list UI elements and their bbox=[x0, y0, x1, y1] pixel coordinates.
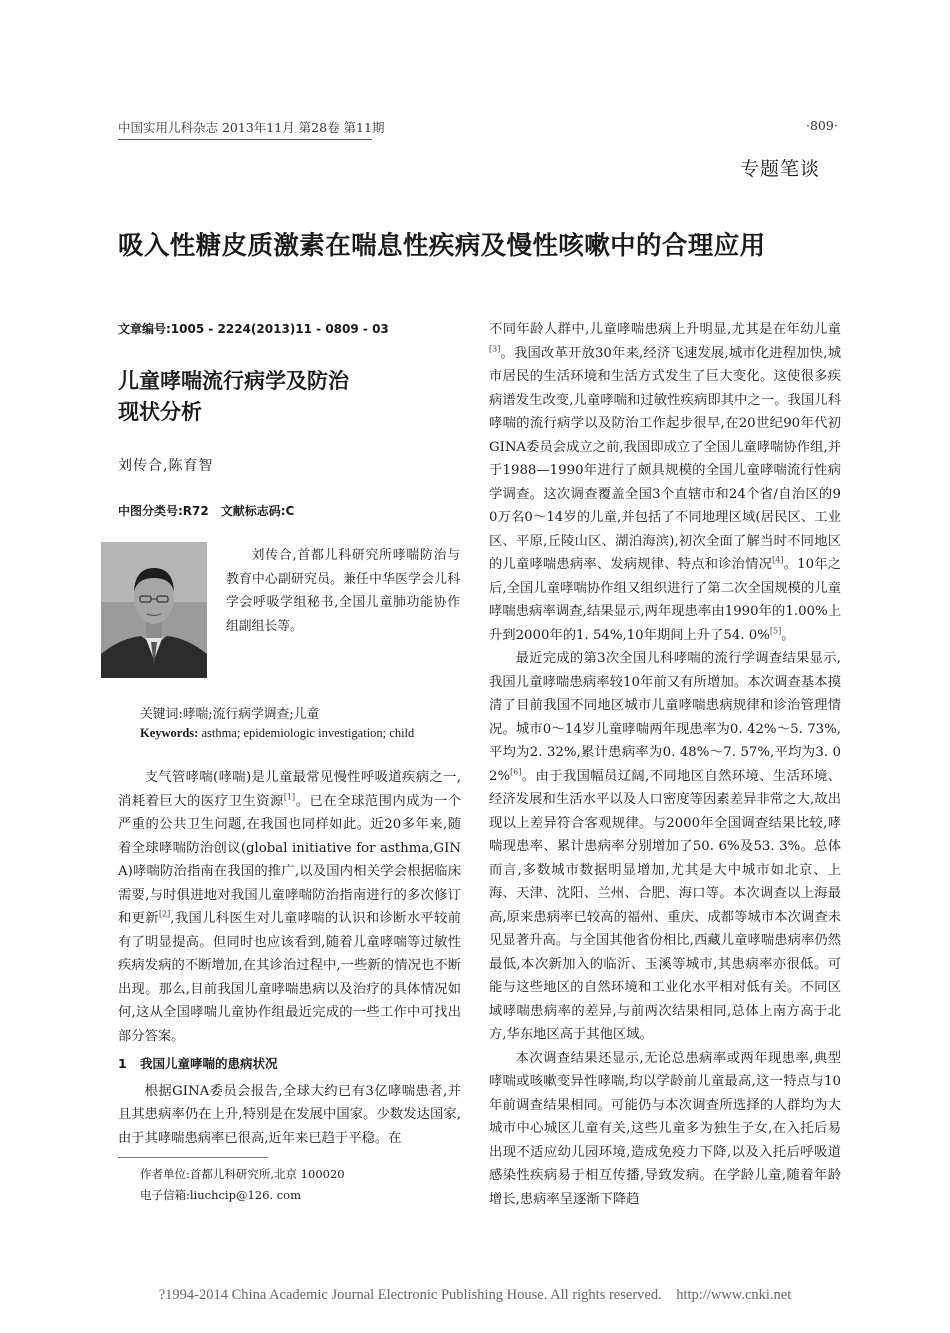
footnote-affiliation: 作者单位:首都儿科研究所,北京 100020 bbox=[140, 1167, 345, 1181]
citation-1[interactable]: [1] bbox=[283, 792, 296, 802]
right-text-3: 。10年之后,全国儿童哮喘协作组又组织进行了第二次全国规模的儿童哮喘患病率调查,结果显示,两年现患率由1990年的1.00%上升到2000年的1. 54%,10年期间上升了54. 0% bbox=[489, 557, 842, 643]
right-paragraph-3: 本次调查结果还显示,无论总患病率或两年现患率,典型哮喘或咳嗽变异性哮喘,均以学龄前儿童最高,这一特点与10年前调查结果相同。可能仍与本次调查所选择的人群均为大城市中心城区儿童有关,这些儿童多为独生子女,在入托后易出现不适应幼儿园环境,造成免疫力下降,以及入托后呼吸道感染性疾病易于相互传播,导致发病。在学龄儿童,随着年龄增长,患病率呈逐渐下降趋 bbox=[489, 1050, 841, 1207]
intro-paragraph bbox=[118, 766, 461, 1048]
section-heading bbox=[118, 1052, 461, 1076]
author-photo bbox=[101, 542, 207, 678]
author-bio: 刘传合,首都儿科研究所哮喘防治与教育中心副研究员。兼任中华医学会儿科学会呼吸学组秘书,全国儿童肺功能协作组副组长等。 bbox=[226, 548, 460, 634]
citation-5[interactable]: [5] bbox=[769, 626, 782, 636]
left-column-body bbox=[118, 766, 461, 1150]
authors: 刘传合,陈育智 bbox=[118, 458, 214, 474]
column-label: 专题笔谈 bbox=[740, 158, 821, 180]
citation-2[interactable]: [2] bbox=[158, 909, 171, 919]
right-text-6: 。由于我国幅员辽阔,不同地区自然环境、生活环境、经济发展和生活水平以及人口密度等因素差异非常之大,故出现以上差异符合客观规律。与2000年全国调查结果比较,哮喘现患率、累计患病率分别增加了50. 6%及53. 3%。总体而言,多数城市数据明显增加,尤其是大中城市如北京、上海、天津、沈阳、兰州、合肥、海口等。本次调查以上海最高,原来患病率已较高的福州、重庆、成都等城市本次调查未见显著升高。与全国其他省份相比,西藏儿童哮喘患病率仍然最低,本次新加入的临沂、玉溪等城市,其患病率亦很低。可能与这些地区的自然环境和工业化水平相对低有关。不同区域哮喘患病率的差异,与前两次结果相同,总体上南方高于北方,华东地区高于其他区域。 bbox=[489, 768, 841, 1042]
copyright-watermark: ?1994-2014 China Academic Journal Electronic Publishing House. All rights reserved. http://www.cnki.net bbox=[158, 1287, 792, 1303]
footnote bbox=[140, 1164, 345, 1206]
section-title: 我国儿童哮喘的患病状况 bbox=[140, 1056, 278, 1071]
classification: 中图分类号:R72 文献标志码:C bbox=[118, 504, 295, 518]
intro-text-3: ,我国儿科医生对儿童哮喘的认识和诊断水平较前有了明显提高。但同时也应该看到,随着儿童哮喘等过敏性疾病发病的不断增加,在其诊治过程中,一些新的情况也不断出现。那么,目前我国儿童哮喘患病以及治疗的具体情况如何,这从全国哮喘儿童协作组最近完成的一些工作中可找出部分答案。 bbox=[118, 911, 462, 1044]
keywords-en bbox=[140, 726, 414, 741]
article-title bbox=[118, 366, 349, 428]
author-portrait-icon bbox=[101, 542, 207, 678]
right-text-2: 。我国改革开放30年来,经济飞速发展,城市化进程加快,城市居民的生活环境和生活方式发生了巨大变化。这使很多疾病谱发生改变,儿童哮喘和过敏性疾病即其中之一。我国儿科哮喘的流行病学以及防治工作起步很早,在20世纪90年代初GINA委员会成立之前,我国即成立了全国儿童哮喘协作组,并于1988—1990年进行了颇具规模的全国儿童哮喘流行性病学调查。这次调查覆盖全国3个直辖市和24个省/自治区的90万名0～14岁的儿童,并包括了不同地理区域(居民区、工业区、平原,丘陵山区、湖泊海滨),初次全面了解当时不同地区的儿童哮喘患病率、发病规律、特点和诊治情况 bbox=[489, 345, 841, 572]
header-rule bbox=[118, 139, 372, 140]
right-paragraph-2 bbox=[489, 647, 841, 1047]
keywords-en-text: asthma; epidemiologic investigation; child bbox=[198, 726, 415, 740]
section-paragraph: 根据GINA委员会报告,全球大约已有3亿哮喘患者,并且其患病率仍在上升,特别是在发展中国家。少数发达国家,由于其哮喘患病率已很高,近年来已趋于平稳。在 bbox=[118, 1083, 461, 1146]
journal-header: 中国实用儿科杂志 2013年11月 第28卷 第11期 bbox=[118, 120, 385, 135]
right-column-body bbox=[489, 318, 841, 1211]
article-title-line1: 儿童哮喘流行病学及防治 bbox=[118, 369, 349, 393]
page-number: ·809· bbox=[806, 118, 838, 133]
right-text-4: 。 bbox=[781, 627, 795, 643]
footnote-email: 电子信箱:liuchcip@126. com bbox=[140, 1188, 301, 1202]
intro-text-2: 。已在全球范围内成为一个严重的公共卫生问题,在我国也同样如此。近20多年来,随着全球哮喘防治创议(global initiative for asthma,GINA)哮喘防治指南在我国的推广,以及国内相关学会根据临床需要,与时俱进地对我国儿童哮喘防治指南进行的多次修订和更新 bbox=[118, 793, 461, 926]
intro-text-1: 支气管哮喘(哮喘)是儿童最常见慢性呼吸道疾病之一,消耗着巨大的医疗卫生资源 bbox=[118, 770, 461, 809]
right-text-1: 不同年龄人群中,儿童哮喘患病上升明显,尤其是在年幼儿童 bbox=[489, 322, 841, 337]
right-text-5: 最近完成的第3次全国儿科哮喘的流行学调查结果显示,我国儿童哮喘患病率较10年前又有所增加。本次调查基本摸清了目前我国不同地区城市儿童哮喘患病规律和诊治管理情况。城市0～14岁儿童哮喘两年现患率为0. 42%～5. 73%,平均为2. 32%,累计患病率为0. 48%～7. 57%,平均为3. 02% bbox=[489, 651, 841, 784]
citation-4[interactable]: [4] bbox=[772, 555, 784, 565]
article-title-line2: 现状分析 bbox=[118, 400, 202, 424]
footnote-rule bbox=[118, 1157, 268, 1158]
citation-3[interactable]: [3] bbox=[489, 344, 501, 354]
citation-6[interactable]: [6] bbox=[510, 767, 522, 777]
keywords-cn: 关键词:哮喘;流行病学调查;儿童 bbox=[140, 707, 320, 722]
article-number: 文章编号:1005 - 2224(2013)11 - 0809 - 03 bbox=[118, 322, 389, 336]
main-title: 吸入性糖皮质激素在喘息性疾病及慢性咳嗽中的合理应用 bbox=[118, 231, 766, 261]
keywords-en-label: Keywords: bbox=[140, 726, 199, 740]
right-paragraph-1 bbox=[489, 318, 841, 647]
section-number: 1 bbox=[118, 1056, 127, 1071]
